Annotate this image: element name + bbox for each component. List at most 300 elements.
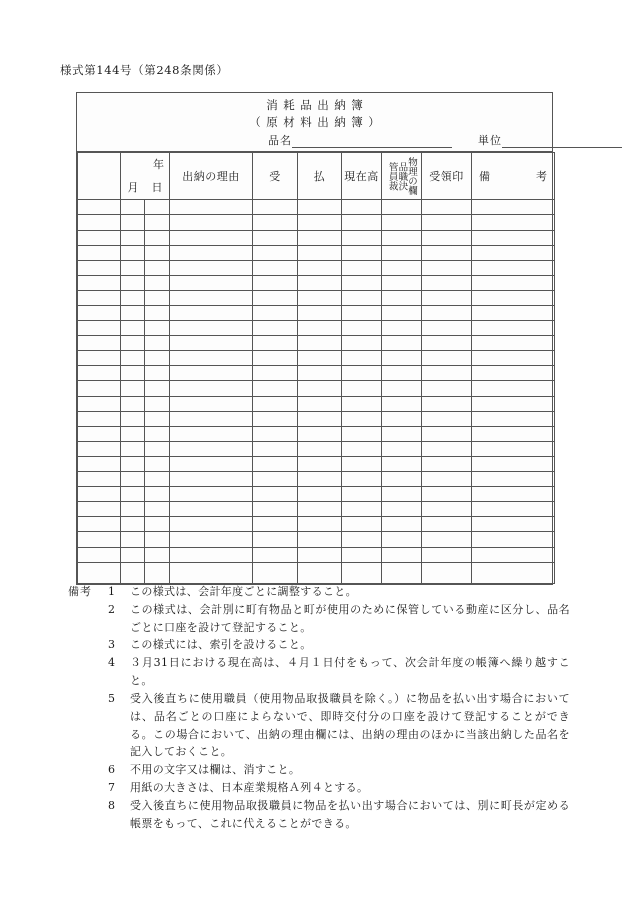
table-cell[interactable]: [382, 306, 422, 321]
table-cell[interactable]: [170, 426, 253, 441]
unit-field[interactable]: [478, 132, 622, 148]
table-row[interactable]: [78, 290, 555, 305]
table-cell[interactable]: [472, 351, 555, 366]
table-cell[interactable]: [253, 366, 298, 381]
table-cell[interactable]: [121, 381, 145, 396]
table-cell[interactable]: [472, 381, 555, 396]
table-cell[interactable]: [382, 245, 422, 260]
remark-note-text: この様式は、会計別に町有物品と町が使用のために保管している動産に区分し、品名ごとに口座を設けて登記すること。: [130, 602, 570, 634]
table-cell[interactable]: [121, 472, 145, 487]
table-cell[interactable]: [422, 532, 472, 547]
table-cell[interactable]: [342, 532, 382, 547]
table-cell[interactable]: [342, 366, 382, 381]
table-cell[interactable]: [382, 290, 422, 305]
table-cell[interactable]: [253, 472, 298, 487]
table-cell[interactable]: [422, 260, 472, 275]
table-cell[interactable]: [342, 230, 382, 245]
table-cell[interactable]: [382, 321, 422, 336]
table-cell[interactable]: [472, 396, 555, 411]
table-cell[interactable]: [170, 472, 253, 487]
table-cell[interactable]: [253, 321, 298, 336]
table-cell[interactable]: [472, 200, 555, 215]
table-cell[interactable]: [170, 290, 253, 305]
table-cell[interactable]: [472, 517, 555, 532]
table-cell[interactable]: [342, 245, 382, 260]
table-cell[interactable]: [170, 411, 253, 426]
table-cell[interactable]: [342, 441, 382, 456]
table-cell[interactable]: [422, 441, 472, 456]
ledger-title: 消耗品出納簿: [266, 98, 369, 112]
table-cell[interactable]: [170, 381, 253, 396]
table-cell[interactable]: [298, 245, 342, 260]
table-cell[interactable]: [121, 456, 145, 471]
table-cell[interactable]: [472, 411, 555, 426]
table-cell[interactable]: [253, 441, 298, 456]
table-cell[interactable]: [78, 562, 121, 583]
table-row[interactable]: [78, 275, 555, 290]
item-name-field[interactable]: [268, 132, 452, 148]
table-cell[interactable]: [298, 290, 342, 305]
remark-note: [60, 690, 570, 761]
table-cell[interactable]: [78, 260, 121, 275]
table-cell[interactable]: [472, 366, 555, 381]
table-cell[interactable]: [422, 230, 472, 245]
table-cell[interactable]: [78, 396, 121, 411]
table-cell[interactable]: [382, 487, 422, 502]
remark-note-number: 2: [108, 602, 115, 616]
table-cell[interactable]: [145, 396, 170, 411]
table-cell[interactable]: [298, 321, 342, 336]
table-row[interactable]: [78, 306, 555, 321]
table-cell[interactable]: [121, 532, 145, 547]
table-row[interactable]: [78, 321, 555, 336]
table-cell[interactable]: [298, 275, 342, 290]
table-cell[interactable]: [298, 487, 342, 502]
table-cell[interactable]: [382, 472, 422, 487]
table-cell[interactable]: [472, 502, 555, 517]
table-cell[interactable]: [298, 456, 342, 471]
table-cell[interactable]: [145, 441, 170, 456]
table-cell[interactable]: [121, 396, 145, 411]
table-cell[interactable]: [121, 366, 145, 381]
table-cell[interactable]: [422, 321, 472, 336]
table-cell[interactable]: [342, 321, 382, 336]
table-cell[interactable]: [342, 562, 382, 583]
col-header-balance: 現在高: [342, 153, 382, 200]
table-cell[interactable]: [298, 306, 342, 321]
table-cell[interactable]: [145, 487, 170, 502]
table-cell[interactable]: [170, 306, 253, 321]
table-cell[interactable]: [342, 260, 382, 275]
table-cell[interactable]: [170, 275, 253, 290]
table-row[interactable]: [78, 487, 555, 502]
table-cell[interactable]: [78, 411, 121, 426]
table-cell[interactable]: [382, 547, 422, 562]
table-cell[interactable]: [253, 200, 298, 215]
table-cell[interactable]: [170, 396, 253, 411]
table-cell[interactable]: [253, 426, 298, 441]
table-cell[interactable]: [253, 532, 298, 547]
table-cell[interactable]: [78, 547, 121, 562]
table-cell[interactable]: [253, 336, 298, 351]
ledger-title-block: [77, 93, 552, 152]
table-cell[interactable]: [78, 366, 121, 381]
table-cell[interactable]: [121, 547, 145, 562]
table-cell[interactable]: [298, 230, 342, 245]
table-cell[interactable]: [422, 245, 472, 260]
table-cell[interactable]: [382, 275, 422, 290]
table-cell[interactable]: [422, 290, 472, 305]
table-cell[interactable]: [170, 366, 253, 381]
table-cell[interactable]: [382, 381, 422, 396]
table-cell[interactable]: [145, 336, 170, 351]
table-cell[interactable]: [78, 381, 121, 396]
table-cell[interactable]: [382, 502, 422, 517]
table-cell[interactable]: [121, 230, 145, 245]
table-cell[interactable]: [253, 290, 298, 305]
table-cell[interactable]: [472, 547, 555, 562]
table-cell[interactable]: [78, 290, 121, 305]
table-cell[interactable]: [342, 336, 382, 351]
table-cell[interactable]: [298, 532, 342, 547]
table-row[interactable]: [78, 366, 555, 381]
table-cell[interactable]: [170, 532, 253, 547]
table-cell[interactable]: [422, 547, 472, 562]
table-row[interactable]: [78, 336, 555, 351]
table-cell[interactable]: [78, 532, 121, 547]
table-cell[interactable]: [121, 290, 145, 305]
table-cell[interactable]: [170, 502, 253, 517]
table-cell[interactable]: [422, 487, 472, 502]
table-row[interactable]: [78, 260, 555, 275]
table-cell[interactable]: [145, 456, 170, 471]
remark-note: [60, 797, 570, 833]
table-cell[interactable]: [145, 351, 170, 366]
table-row[interactable]: [78, 411, 555, 426]
table-cell[interactable]: [342, 306, 382, 321]
table-cell[interactable]: [253, 245, 298, 260]
table-cell[interactable]: [170, 230, 253, 245]
table-cell[interactable]: [422, 215, 472, 230]
table-cell[interactable]: [422, 200, 472, 215]
remark-note: [60, 636, 570, 654]
table-cell[interactable]: [121, 336, 145, 351]
table-cell[interactable]: [382, 396, 422, 411]
remark-note-number: 7: [108, 780, 115, 794]
remark-note-number: 4: [108, 656, 115, 670]
table-cell[interactable]: [472, 562, 555, 583]
table-cell[interactable]: [298, 396, 342, 411]
table-cell[interactable]: [145, 245, 170, 260]
col-header-receipt-seal: 受領印: [422, 153, 472, 200]
table-row[interactable]: [78, 396, 555, 411]
table-cell[interactable]: [253, 230, 298, 245]
table-cell[interactable]: [145, 200, 170, 215]
table-cell[interactable]: [253, 275, 298, 290]
table-row[interactable]: [78, 351, 555, 366]
remark-note-text: 用紙の大きさは、日本産業規格Ａ列４とする。: [130, 780, 369, 794]
table-cell[interactable]: [78, 517, 121, 532]
table-cell[interactable]: [78, 487, 121, 502]
table-cell[interactable]: [145, 321, 170, 336]
table-cell[interactable]: [78, 200, 121, 215]
table-cell[interactable]: [145, 290, 170, 305]
table-cell[interactable]: [382, 230, 422, 245]
table-cell[interactable]: [422, 351, 472, 366]
table-cell[interactable]: [121, 200, 145, 215]
table-cell[interactable]: [121, 411, 145, 426]
table-cell[interactable]: [342, 487, 382, 502]
table-row[interactable]: [78, 502, 555, 517]
table-row[interactable]: [78, 441, 555, 456]
table-cell[interactable]: [472, 472, 555, 487]
table-cell[interactable]: [145, 426, 170, 441]
table-cell[interactable]: [298, 411, 342, 426]
table-cell[interactable]: [472, 487, 555, 502]
table-cell[interactable]: [170, 260, 253, 275]
table-cell[interactable]: [422, 472, 472, 487]
table-cell[interactable]: [382, 562, 422, 583]
table-cell[interactable]: [145, 547, 170, 562]
table-cell[interactable]: [422, 366, 472, 381]
table-cell[interactable]: [78, 245, 121, 260]
table-cell[interactable]: [253, 547, 298, 562]
table-cell[interactable]: [382, 426, 422, 441]
table-cell[interactable]: [253, 502, 298, 517]
table-cell[interactable]: [121, 487, 145, 502]
table-cell[interactable]: [472, 321, 555, 336]
table-cell[interactable]: [342, 547, 382, 562]
table-cell[interactable]: [422, 306, 472, 321]
table-row[interactable]: [78, 245, 555, 260]
table-cell[interactable]: [170, 336, 253, 351]
remarks-section: [60, 583, 570, 832]
table-cell[interactable]: [422, 336, 472, 351]
col-header-note: [472, 153, 555, 200]
table-cell[interactable]: [253, 381, 298, 396]
table-cell[interactable]: [422, 502, 472, 517]
table-cell[interactable]: [472, 245, 555, 260]
table-cell[interactable]: [78, 306, 121, 321]
table-cell[interactable]: [78, 426, 121, 441]
col-header-year: 年: [153, 158, 164, 172]
table-cell[interactable]: [145, 366, 170, 381]
table-cell[interactable]: [472, 275, 555, 290]
table-row[interactable]: [78, 532, 555, 547]
table-cell[interactable]: [121, 275, 145, 290]
table-cell[interactable]: [145, 517, 170, 532]
table-cell[interactable]: [121, 245, 145, 260]
table-cell[interactable]: [298, 472, 342, 487]
table-cell[interactable]: [382, 441, 422, 456]
table-cell[interactable]: [253, 306, 298, 321]
table-cell[interactable]: [342, 215, 382, 230]
table-cell[interactable]: [422, 381, 472, 396]
ledger-grid: [77, 152, 555, 583]
table-cell[interactable]: [422, 426, 472, 441]
table-cell[interactable]: [342, 351, 382, 366]
table-row[interactable]: [78, 381, 555, 396]
table-cell[interactable]: [78, 321, 121, 336]
table-cell[interactable]: [170, 351, 253, 366]
table-cell[interactable]: [298, 336, 342, 351]
table-cell[interactable]: [382, 366, 422, 381]
table-cell[interactable]: [145, 502, 170, 517]
table-row[interactable]: [78, 472, 555, 487]
table-cell[interactable]: [298, 260, 342, 275]
col-header-mark: [78, 153, 121, 200]
table-cell[interactable]: [121, 321, 145, 336]
table-cell[interactable]: [145, 260, 170, 275]
table-cell[interactable]: [121, 306, 145, 321]
table-row[interactable]: [78, 517, 555, 532]
table-cell[interactable]: [472, 456, 555, 471]
table-cell[interactable]: [170, 441, 253, 456]
table-cell[interactable]: [253, 411, 298, 426]
table-cell[interactable]: [382, 411, 422, 426]
table-cell[interactable]: [382, 336, 422, 351]
table-cell[interactable]: [78, 441, 121, 456]
table-cell[interactable]: [382, 215, 422, 230]
table-cell[interactable]: [78, 351, 121, 366]
table-cell[interactable]: [170, 517, 253, 532]
table-cell[interactable]: [342, 472, 382, 487]
table-cell[interactable]: [170, 487, 253, 502]
table-cell[interactable]: [145, 215, 170, 230]
table-cell[interactable]: [298, 381, 342, 396]
table-cell[interactable]: [298, 351, 342, 366]
table-cell[interactable]: [342, 517, 382, 532]
table-cell[interactable]: [298, 426, 342, 441]
table-cell[interactable]: [253, 487, 298, 502]
table-row[interactable]: [78, 215, 555, 230]
table-cell[interactable]: [472, 426, 555, 441]
table-cell[interactable]: [472, 532, 555, 547]
table-cell[interactable]: [422, 411, 472, 426]
table-row[interactable]: [78, 547, 555, 562]
table-cell[interactable]: [298, 502, 342, 517]
table-cell[interactable]: [121, 502, 145, 517]
table-cell[interactable]: [253, 215, 298, 230]
table-cell[interactable]: [145, 472, 170, 487]
table-cell[interactable]: [78, 456, 121, 471]
table-cell[interactable]: [342, 290, 382, 305]
table-cell[interactable]: [170, 321, 253, 336]
table-row[interactable]: [78, 230, 555, 245]
table-row[interactable]: [78, 200, 555, 215]
table-cell[interactable]: [121, 517, 145, 532]
table-cell[interactable]: [422, 517, 472, 532]
col-header-receipt: 受: [253, 153, 298, 200]
table-cell[interactable]: [121, 260, 145, 275]
table-row[interactable]: [78, 426, 555, 441]
table-cell[interactable]: [422, 275, 472, 290]
table-cell[interactable]: [145, 411, 170, 426]
table-cell[interactable]: [145, 532, 170, 547]
table-cell[interactable]: [145, 230, 170, 245]
table-cell[interactable]: [78, 215, 121, 230]
table-cell[interactable]: [170, 456, 253, 471]
table-cell[interactable]: [342, 200, 382, 215]
table-cell[interactable]: [253, 517, 298, 532]
table-cell[interactable]: [342, 381, 382, 396]
table-cell[interactable]: [121, 562, 145, 583]
remark-note: [60, 779, 570, 797]
table-cell[interactable]: [298, 215, 342, 230]
table-cell[interactable]: [121, 215, 145, 230]
table-cell[interactable]: [298, 200, 342, 215]
table-cell[interactable]: [145, 562, 170, 583]
table-cell[interactable]: [78, 275, 121, 290]
table-cell[interactable]: [382, 532, 422, 547]
table-cell[interactable]: [145, 381, 170, 396]
remark-note-text: 受入後直ちに使用物品取扱職員に物品を払い出す場合においては、別に町長が定める帳票をもって、これに代えることができる。: [130, 798, 570, 830]
table-cell[interactable]: [121, 426, 145, 441]
table-cell[interactable]: [78, 336, 121, 351]
table-cell[interactable]: [298, 366, 342, 381]
table-cell[interactable]: [472, 306, 555, 321]
table-cell[interactable]: [472, 260, 555, 275]
table-cell[interactable]: [170, 215, 253, 230]
table-cell[interactable]: [472, 441, 555, 456]
table-cell[interactable]: [170, 245, 253, 260]
table-cell[interactable]: [298, 517, 342, 532]
table-cell[interactable]: [253, 456, 298, 471]
col-header-note-left: 備: [479, 170, 490, 184]
table-cell[interactable]: [170, 547, 253, 562]
table-cell[interactable]: [472, 290, 555, 305]
remark-note-number: 8: [108, 798, 115, 812]
table-cell[interactable]: [121, 441, 145, 456]
table-cell[interactable]: [253, 260, 298, 275]
table-cell[interactable]: [298, 562, 342, 583]
table-cell[interactable]: [422, 562, 472, 583]
table-cell[interactable]: [253, 562, 298, 583]
table-cell[interactable]: [298, 547, 342, 562]
col-header-date: [121, 153, 170, 200]
table-cell[interactable]: [382, 351, 422, 366]
table-cell[interactable]: [472, 230, 555, 245]
table-cell[interactable]: [382, 200, 422, 215]
table-cell[interactable]: [342, 502, 382, 517]
table-cell[interactable]: [342, 411, 382, 426]
table-cell[interactable]: [78, 502, 121, 517]
table-cell[interactable]: [78, 472, 121, 487]
table-cell[interactable]: [342, 275, 382, 290]
table-cell[interactable]: [342, 456, 382, 471]
table-cell[interactable]: [382, 517, 422, 532]
table-cell[interactable]: [422, 396, 472, 411]
table-cell[interactable]: [472, 336, 555, 351]
table-cell[interactable]: [170, 562, 253, 583]
table-cell[interactable]: [121, 351, 145, 366]
table-cell[interactable]: [298, 441, 342, 456]
table-cell[interactable]: [472, 215, 555, 230]
table-cell[interactable]: [253, 396, 298, 411]
table-row[interactable]: [78, 562, 555, 583]
table-cell[interactable]: [382, 260, 422, 275]
table-cell[interactable]: [145, 275, 170, 290]
table-cell[interactable]: [253, 351, 298, 366]
table-row[interactable]: [78, 456, 555, 471]
table-cell[interactable]: [170, 200, 253, 215]
table-cell[interactable]: [145, 306, 170, 321]
table-cell[interactable]: [382, 456, 422, 471]
table-cell[interactable]: [78, 230, 121, 245]
table-cell[interactable]: [422, 456, 472, 471]
table-cell[interactable]: [342, 426, 382, 441]
table-cell[interactable]: [342, 396, 382, 411]
